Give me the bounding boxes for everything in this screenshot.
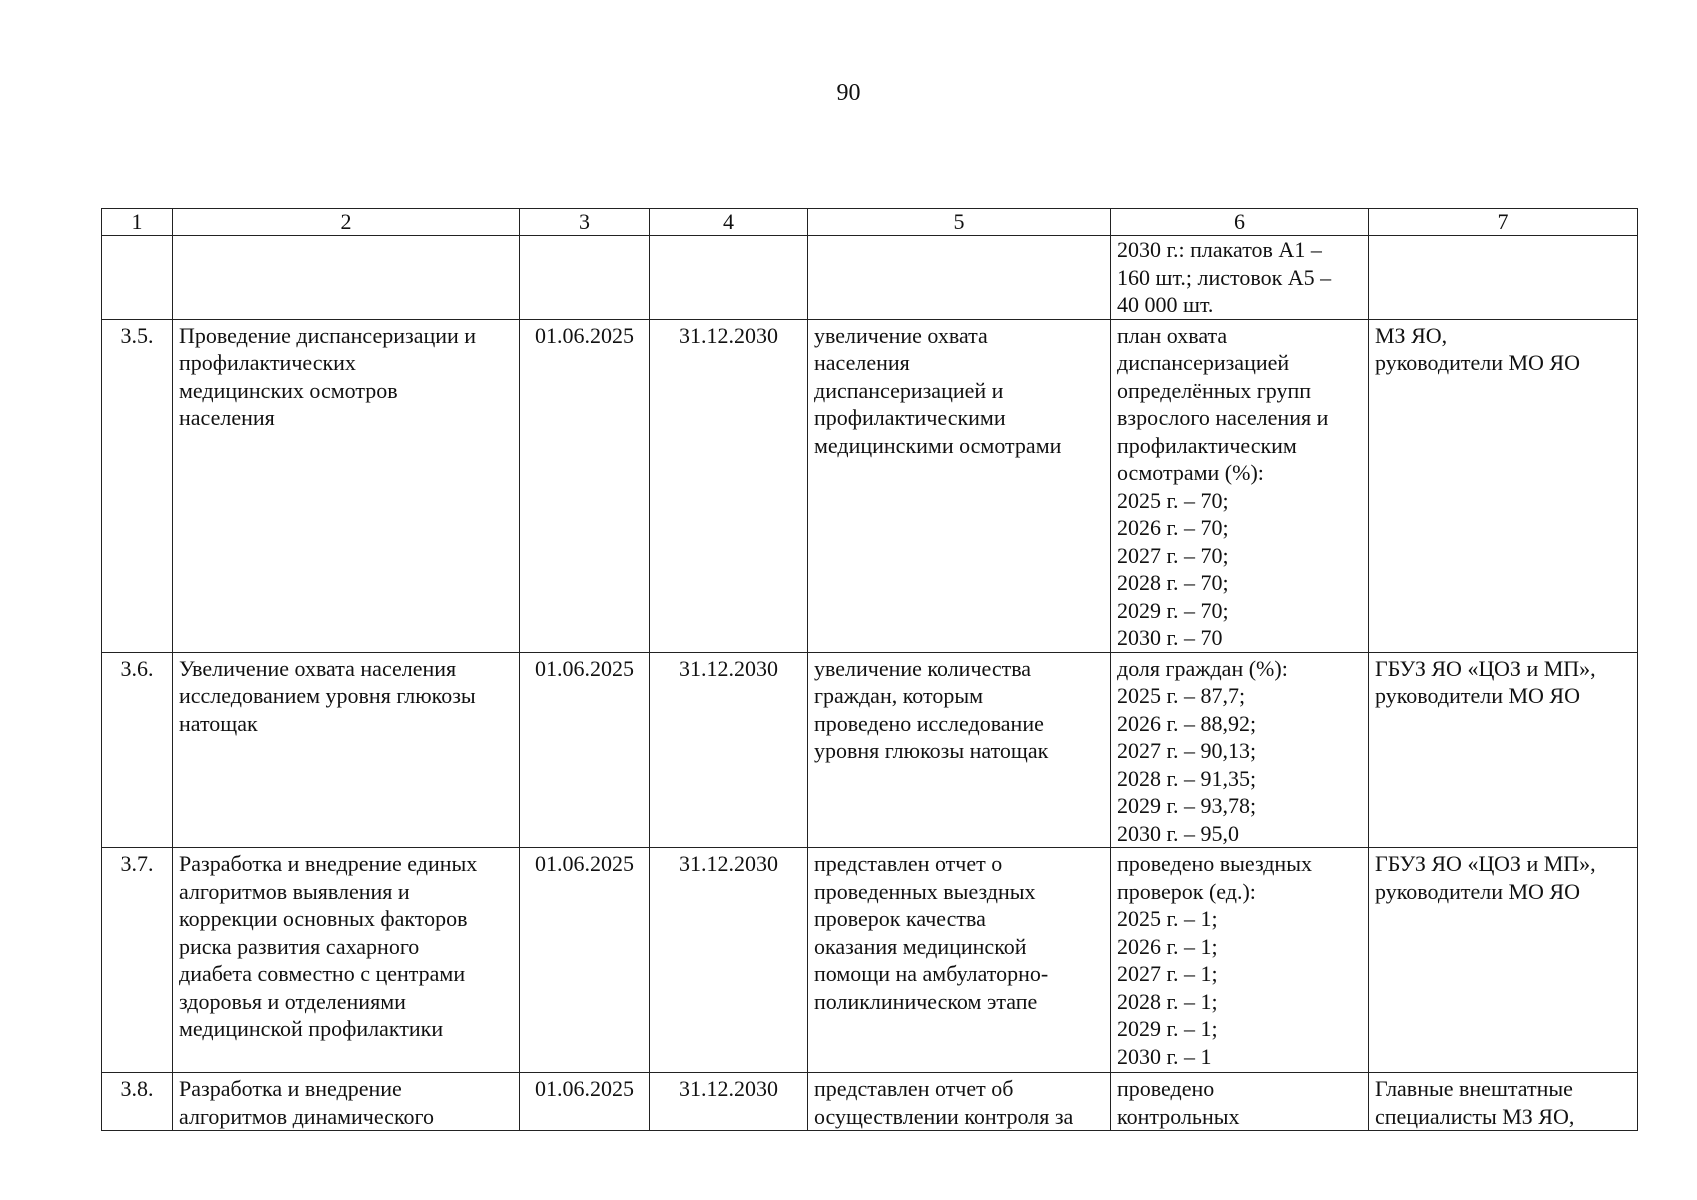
row-number: 3.5. — [102, 319, 173, 652]
end-date-cell: 31.12.2030 — [650, 1073, 808, 1131]
column-header: 4 — [650, 209, 808, 236]
responsible-cell — [1369, 236, 1638, 320]
activity-cell — [173, 236, 520, 320]
column-header: 6 — [1111, 209, 1369, 236]
indicator-cell: 2030 г.: плакатов А1 – 160 шт.; листовок А5 – 40 000 шт. — [1111, 236, 1369, 320]
end-date-cell: 31.12.2030 — [650, 652, 808, 848]
row-number — [102, 236, 173, 320]
column-header: 3 — [520, 209, 650, 236]
activity-cell: Разработка и внедрение алгоритмов динамического — [173, 1073, 520, 1131]
table-row — [102, 652, 1638, 848]
column-header: 7 — [1369, 209, 1638, 236]
result-cell — [808, 236, 1111, 320]
start-date-cell — [520, 236, 650, 320]
end-date-cell — [650, 236, 808, 320]
start-date-cell: 01.06.2025 — [520, 1073, 650, 1131]
measures-table — [101, 208, 1638, 1131]
column-header: 2 — [173, 209, 520, 236]
start-date-cell: 01.06.2025 — [520, 848, 650, 1073]
indicator-cell: план охвата диспансеризацией определённых групп взрослого населения и профилактическим осмотрами (%): 2025 г. – 70; 2026 г. – 70; 2027 г. – 70; 2028 г. – 70; 2029 г. – 70; 2030 г. – 70 — [1111, 319, 1369, 652]
column-header: 5 — [808, 209, 1111, 236]
responsible-cell: ГБУЗ ЯО «ЦОЗ и МП», руководители МО ЯО — [1369, 652, 1638, 848]
row-number: 3.7. — [102, 848, 173, 1073]
table-row — [102, 319, 1638, 652]
result-cell: увеличение количества граждан, которым проведено исследование уровня глюкозы натощак — [808, 652, 1111, 848]
start-date-cell: 01.06.2025 — [520, 319, 650, 652]
responsible-cell: ГБУЗ ЯО «ЦОЗ и МП», руководители МО ЯО — [1369, 848, 1638, 1073]
indicator-cell: проведено контрольных — [1111, 1073, 1369, 1131]
table-row — [102, 848, 1638, 1073]
table-header-row — [102, 209, 1638, 236]
result-cell: увеличение охвата населения диспансеризацией и профилактическими медицинскими осмотрами — [808, 319, 1111, 652]
indicator-cell: доля граждан (%): 2025 г. – 87,7; 2026 г. – 88,92; 2027 г. – 90,13; 2028 г. – 91,35; 2029 г. – 93,78; 2030 г. – 95,0 — [1111, 652, 1369, 848]
table-row — [102, 236, 1638, 320]
start-date-cell: 01.06.2025 — [520, 652, 650, 848]
page-number: 90 — [836, 80, 861, 106]
table-row — [102, 1073, 1638, 1131]
row-number: 3.8. — [102, 1073, 173, 1131]
end-date-cell: 31.12.2030 — [650, 848, 808, 1073]
activity-cell: Проведение диспансеризации и профилактических медицинских осмотров населения — [173, 319, 520, 652]
column-header: 1 — [102, 209, 173, 236]
responsible-cell: МЗ ЯО, руководители МО ЯО — [1369, 319, 1638, 652]
activity-cell: Разработка и внедрение единых алгоритмов выявления и коррекции основных факторов риска развития сахарного диабета совместно с центрами здоровья и отделениями медицинской профилактики — [173, 848, 520, 1073]
row-number: 3.6. — [102, 652, 173, 848]
responsible-cell: Главные внештатные специалисты МЗ ЯО, — [1369, 1073, 1638, 1131]
end-date-cell: 31.12.2030 — [650, 319, 808, 652]
indicator-cell: проведено выездных проверок (ед.): 2025 г. – 1; 2026 г. – 1; 2027 г. – 1; 2028 г. – 1; 2029 г. – 1; 2030 г. – 1 — [1111, 848, 1369, 1073]
result-cell: представлен отчет об осуществлении контроля за — [808, 1073, 1111, 1131]
result-cell: представлен отчет о проведенных выездных проверок качества оказания медицинской помощи на амбулаторно- поликлиническом этапе — [808, 848, 1111, 1073]
activity-cell: Увеличение охвата населения исследованием уровня глюкозы натощак — [173, 652, 520, 848]
